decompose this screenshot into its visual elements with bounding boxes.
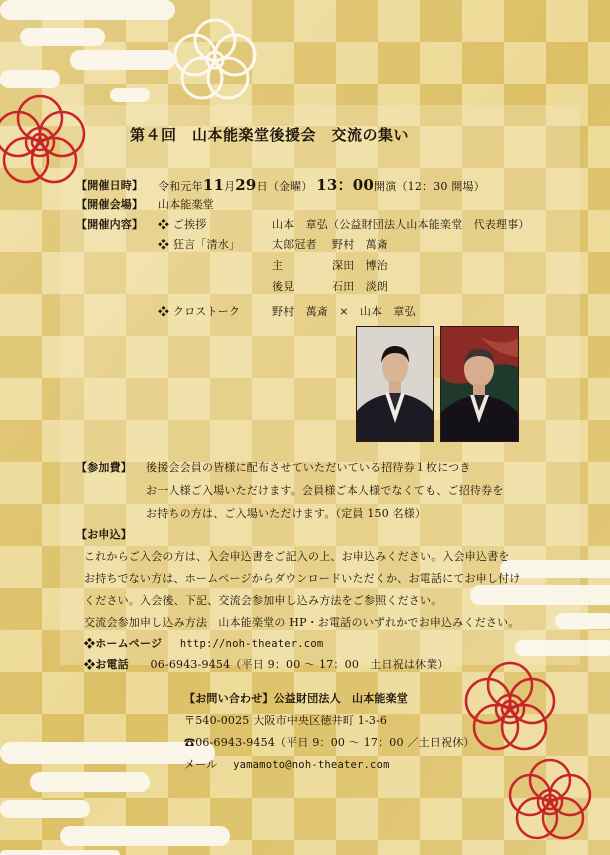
date-row xyxy=(76,179,143,193)
program-marker: ❖ xyxy=(158,305,170,318)
date-prefix: 令和元年 xyxy=(158,180,203,193)
photo-nomura-mansai xyxy=(356,326,434,442)
cast-person: 野村 萬斎 xyxy=(332,238,388,251)
date-month-unit: 月 xyxy=(224,180,236,193)
homepage-row xyxy=(84,637,323,651)
homepage-label: ❖ホームページ xyxy=(84,637,163,650)
mail-address[interactable]: yamamoto@noh-theater.com xyxy=(233,759,390,771)
venue-value: 山本能楽堂 xyxy=(158,198,214,211)
program-marker: ❖ xyxy=(158,238,170,251)
apply-label: 【お申込】 xyxy=(76,528,132,541)
date-day: 29 xyxy=(235,176,257,194)
apply-line: ください。入会後、下記、交流会参加申し込み方法をご参照ください。 xyxy=(84,594,443,607)
phone-row xyxy=(84,658,449,672)
content-label: 【開催内容】 xyxy=(76,218,144,231)
homepage-link[interactable]: http://noh-theater.com xyxy=(179,638,324,650)
apply-line: 交流会参加申し込み方法 山本能楽堂の HP・お電話のいずれかでお申込みください。 xyxy=(84,616,520,629)
page-title: 第４回 山本能楽堂後援会 交流の集い xyxy=(130,126,410,144)
phone-number: 06-6943-9454（平日 9：00 〜 17：00 土日祝は休業） xyxy=(150,658,449,671)
program-marker: ❖ xyxy=(158,218,170,231)
program-item-kyogen xyxy=(158,238,240,252)
program-name: 狂言「清水」 xyxy=(172,238,241,251)
program-item-crosstalk xyxy=(158,305,240,319)
apply-line: これからご入会の方は、入会申込書をご記入の上、お申込みください。入会申込書を xyxy=(84,550,510,563)
fee-line: 後援会会員の皆様に配布させていただいている招待券１枚につき xyxy=(146,461,471,474)
fee-label: 【参加費】 xyxy=(76,461,132,474)
program-greeting-speaker: 山本 章弘（公益財団法人山本能楽堂 代表理事） xyxy=(272,218,530,231)
start-time-suffix: 開演（12：30 開場） xyxy=(374,180,485,193)
cast-person: 深田 博治 xyxy=(332,259,388,272)
fee-line: お持ちの方は、ご入場いただけます。（定員 150 名様） xyxy=(146,507,427,520)
contact-label: 【お問い合わせ】公益財団法人 山本能楽堂 xyxy=(184,692,408,705)
cast-person: 石田 淡朗 xyxy=(332,280,388,293)
contact-mail-row xyxy=(184,758,390,772)
photo-yamamoto-akihiro xyxy=(440,326,519,442)
venue-label: 【開催会場】 xyxy=(76,198,144,211)
cast-role: 太郎冠者 xyxy=(272,238,317,251)
mail-label: メール xyxy=(184,758,218,771)
fee-line: お一人様ご入場いただけます。会員様ご本人様でなくても、ご招待券を xyxy=(146,484,504,497)
program-item-greeting xyxy=(158,218,207,232)
date-day-unit: 日（金曜） xyxy=(256,180,313,193)
cast-role: 主 xyxy=(272,259,284,272)
program-name: クロストーク xyxy=(172,305,241,318)
date-month: 11 xyxy=(202,176,225,194)
contact-address: 〒540-0025 大阪市中央区徳井町 1-3-6 xyxy=(184,714,388,727)
date-value xyxy=(158,176,485,196)
start-time: 13：00 xyxy=(316,176,375,194)
phone-label: ❖お電話 xyxy=(84,658,129,671)
crosstalk-speakers: 野村 萬斎 × 山本 章弘 xyxy=(272,305,416,318)
program-name: ご挨拶 xyxy=(172,218,207,231)
contact-phone: ☎06-6943-9454（平日 9：00 〜 17：00 ／土日祝休） xyxy=(184,736,475,749)
cast-role: 後見 xyxy=(272,280,295,293)
date-label: 【開催日時】 xyxy=(76,179,144,192)
apply-line: お持ちでない方は、ホームページからダウンロードいただくか、お電話にてお申し付け xyxy=(84,572,521,585)
